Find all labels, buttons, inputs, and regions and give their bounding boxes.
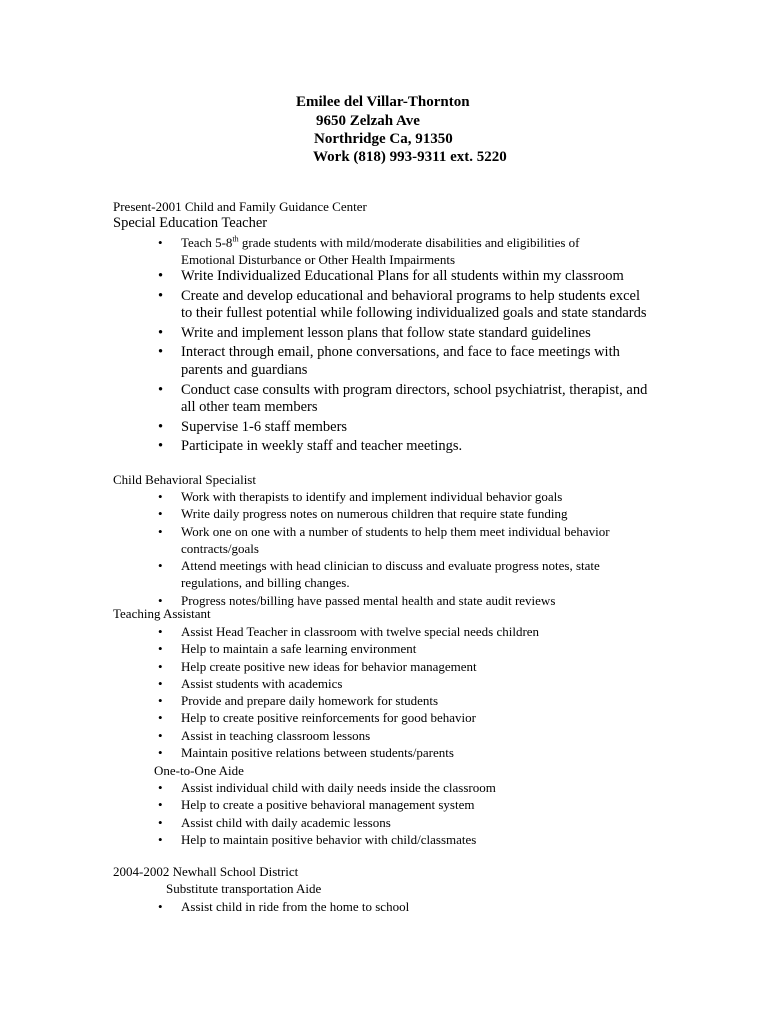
list-item: • Maintain positive relations between students/parents	[158, 744, 643, 761]
list-item: • Assist students with academics	[158, 675, 643, 692]
list-item: • Progress notes/billing have passed mental health and state audit reviews	[158, 592, 643, 609]
list-item: • Write and implement lesson plans that follow state standard guidelines	[158, 325, 650, 343]
header-street: 9650 Zelzah Ave	[316, 113, 420, 129]
list-item: • Work one on one with a number of students to help them meet individual behavior contracts/goals	[158, 523, 643, 558]
list-item: • Help to maintain positive behavior with child/classmates	[158, 831, 643, 848]
list-item: • Supervise 1-6 staff members	[158, 419, 650, 437]
list-item: • Work with therapists to identify and implement individual behavior goals	[158, 488, 643, 505]
list-item: • Assist in teaching classroom lessons	[158, 727, 643, 744]
list-item: • Attend meetings with head clinician to discuss and evaluate progress notes, state regulations, and billing changes.	[158, 557, 643, 592]
list-item: • Help create positive new ideas for behavior management	[158, 658, 643, 675]
list-item: • Provide and prepare daily homework for students	[158, 692, 643, 709]
job1-role2-list	[158, 488, 643, 609]
list-item: • Assist child in ride from the home to school	[158, 898, 643, 915]
list-item: • Interact through email, phone conversations, and face to face meetings with parents and guardians	[158, 344, 650, 379]
job1-role1-first-bullet	[158, 234, 628, 269]
header-name: Emilee del Villar-Thornton	[296, 94, 470, 110]
list-item: • Help to create a positive behavioral management system	[158, 796, 643, 813]
job1-line: Present-2001 Child and Family Guidance Center	[113, 199, 367, 214]
job2-role1-title: Substitute transportation Aide	[166, 881, 322, 896]
job1-role3-list	[158, 623, 643, 761]
job1-role1-list	[158, 268, 650, 458]
list-item: • Help to maintain a safe learning environment	[158, 640, 643, 657]
list-item: • Write daily progress notes on numerous children that require state funding	[158, 505, 643, 522]
job2-role1-list	[158, 898, 643, 915]
job2-line: 2004-2002 Newhall School District	[113, 864, 299, 879]
header-city: Northridge Ca, 91350	[314, 131, 453, 147]
list-item: • Assist child with daily academic lessons	[158, 814, 643, 831]
header-phone: Work (818) 993-9311 ext. 5220	[313, 149, 507, 165]
list-item: • Teach 5-8th grade students with mild/moderate disabilities and eligibilities of Emotional Disturbance or Other Health Impairments	[158, 234, 628, 269]
job1-role1-title: Special Education Teacher	[113, 215, 268, 231]
list-item: • Assist Head Teacher in classroom with twelve special needs children	[158, 623, 643, 640]
job1-role3-title: Teaching Assistant	[113, 606, 211, 621]
job1-role2-title: Child Behavioral Specialist	[113, 472, 256, 487]
job1-role4-title: One-to-One Aide	[154, 763, 244, 778]
list-item: • Conduct case consults with program directors, school psychiatrist, therapist, and all other team members	[158, 382, 650, 417]
list-item: • Help to create positive reinforcements for good behavior	[158, 709, 643, 726]
list-item: • Write Individualized Educational Plans for all students within my classroom	[158, 268, 650, 286]
list-item: • Assist individual child with daily needs inside the classroom	[158, 779, 643, 796]
list-item: • Participate in weekly staff and teacher meetings.	[158, 438, 650, 456]
job1-role4-list	[158, 779, 643, 848]
list-item: • Create and develop educational and behavioral programs to help students excel to their fullest potential while following individualized goals and state standards	[158, 288, 650, 323]
